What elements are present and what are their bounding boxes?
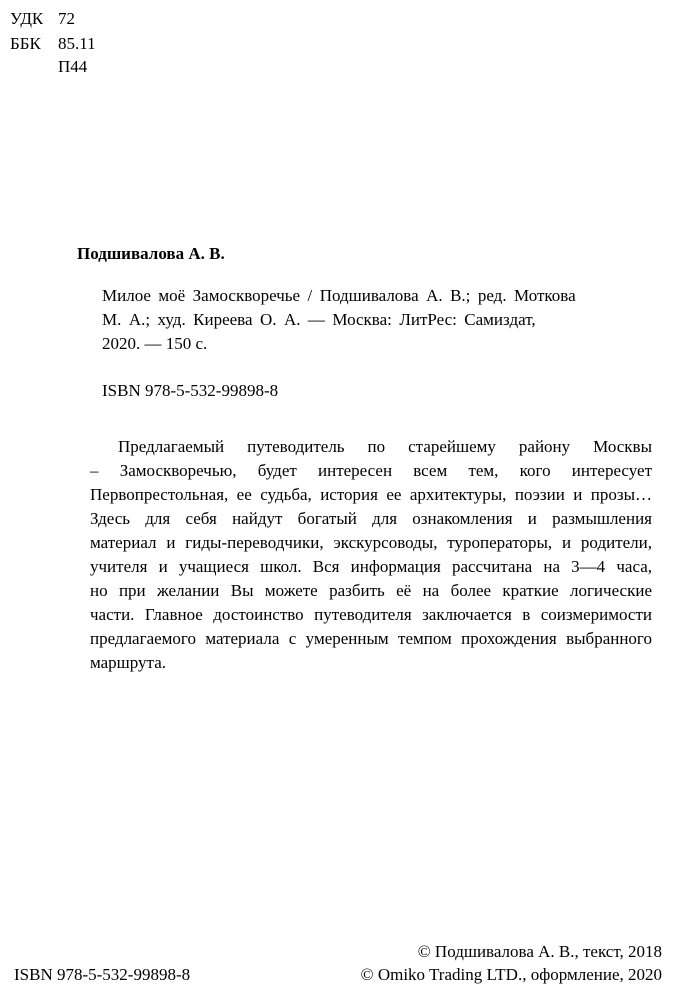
- annotation-line: части. Главное достоинство путеводителя заключается в соизмеримости: [90, 605, 652, 624]
- isbn-top: ISBN 978-5-532-99898-8: [102, 381, 279, 400]
- author-heading: Подшивалова А. В.: [77, 244, 225, 263]
- annotation-line: Предлагаемый путеводитель по старейшему району Москвы: [118, 437, 652, 456]
- annotation-line: предлагаемого материала с умеренным темпом прохождения выбранного: [90, 629, 652, 648]
- annotation-line: Первопрестольная, ее судьба, история ее архитектуры, поэзии и прозы…: [90, 485, 652, 504]
- isbn-bottom: ISBN 978-5-532-99898-8: [14, 965, 191, 984]
- annotation-line: но при желании Вы можете разбить её на более краткие логические: [90, 581, 652, 600]
- annotation-line: материал и гиды-переводчики, экскурсоводы, туроператоры, и родители,: [90, 533, 652, 552]
- bib-line: М. А.; худ. Киреева О. А. — Москва: ЛитРес: Самиздат,: [102, 310, 536, 329]
- annotation-line: учителя и учащиеся школ. Вся информация рассчитана на 3—4 часа,: [90, 557, 652, 576]
- annotation-line: – Замоскворечью, будет интересен всем тем, кого интересует: [90, 461, 652, 480]
- bibliographic-description: [102, 284, 608, 356]
- udk-value: 72: [58, 9, 75, 28]
- author-mark: П44: [58, 57, 88, 76]
- bbk-value: 85.11: [58, 34, 96, 53]
- annotation: [90, 435, 652, 675]
- bib-line: 2020. — 150 с.: [102, 334, 208, 353]
- annotation-line: Здесь для себя найдут богатый для ознакомления и размышления: [90, 509, 652, 528]
- copyright-design: © Omiko Trading LTD., оформление, 2020: [360, 965, 662, 984]
- bbk-code: [10, 33, 96, 54]
- annotation-line: маршрута.: [90, 653, 166, 672]
- bbk-label: ББК: [10, 34, 41, 53]
- bib-line: Милое моё Замоскворечье / Подшивалова А. В.; ред. Моткова: [102, 286, 576, 305]
- copyright-text: © Подшивалова А. В., текст, 2018: [417, 942, 662, 961]
- udk-label: УДК: [10, 9, 44, 28]
- udk-code: [10, 8, 75, 29]
